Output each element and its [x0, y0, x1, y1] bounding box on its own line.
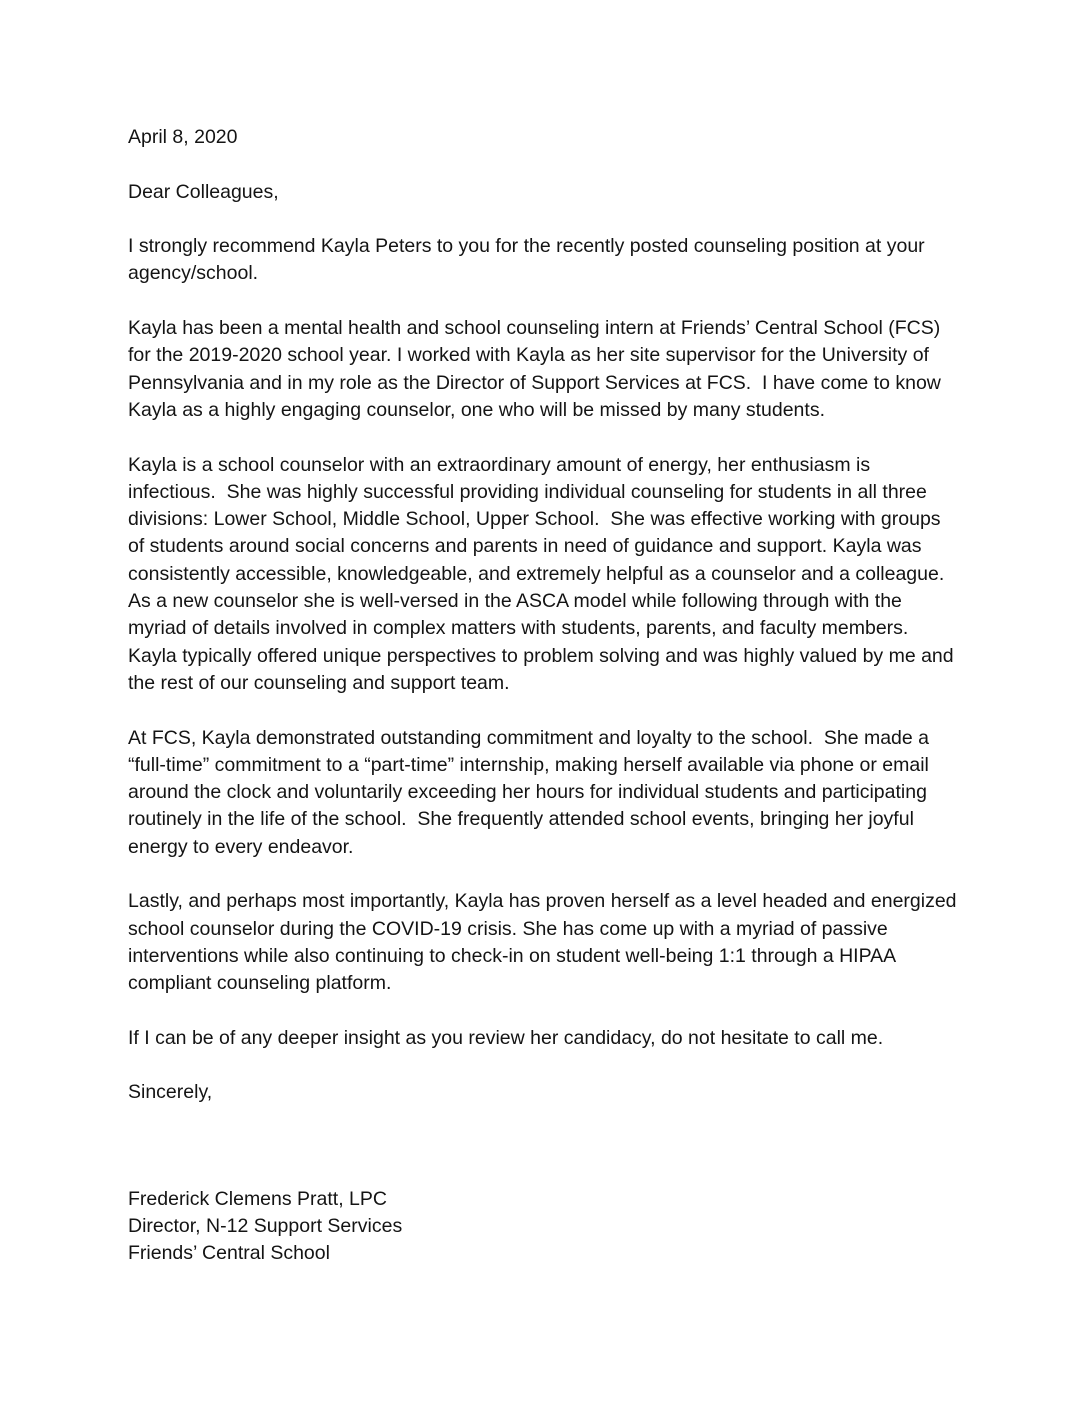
signature-title: Director, N-12 Support Services: [128, 1214, 403, 1237]
signature-name: Frederick Clemens Pratt, LPC: [128, 1187, 387, 1210]
letter-paragraph-background: Kayla has been a mental health and school counseling intern at Friends’ Central School (FCS) for the 2019-2020 school year. I worked with Kayla as her site supervisor for the University of Pennsylvania and in my role as the Director of Support Services at FCS. I have come to know Kayla as a highly engaging counselor, one who will be missed by many students.: [128, 317, 947, 421]
letter-paragraph-skills: Kayla is a school counselor with an extraordinary amount of energy, her enthusiasm is infectious. She was highly successful providing individual counseling for students in all three divisions: Lower School, Middle School, Upper School. She was effective working with groups of students around social concerns and parents in need of guidance and support. Kayla was consistently accessible, knowledgeable, and extremely helpful as a counselor and a colleague. As a new counselor she is well-versed in the ASCA model while following through with the myriad of details involved in complex matters with students, parents, and faculty members. Kayla typically offered unique perspectives to problem solving and was highly valued by me and the rest of our counseling and support team.: [128, 453, 960, 694]
letter-salutation: Dear Colleagues,: [128, 180, 279, 203]
letter-paragraph-commitment: At FCS, Kayla demonstrated outstanding commitment and loyalty to the school. She made a “full-time” commitment to a “part-time” internship, making herself available via phone or email around the clock and voluntarily exceeding her hours for individual students and participating routinely in the life of the school. She frequently attended school events, bringing her joyful energy to every endeavor.: [128, 726, 935, 858]
signature-organization: Friends’ Central School: [128, 1242, 330, 1265]
letter-paragraph-intro: I strongly recommend Kayla Peters to you for the recently posted counseling position at your agency/school.: [128, 235, 931, 285]
letter-closing: Sincerely,: [128, 1081, 213, 1104]
signature-block: [128, 1186, 960, 1268]
letter-paragraph-covid: Lastly, and perhaps most importantly, Kayla has proven herself as a level headed and energized school counselor during the COVID-19 crisis. She has come up with a myriad of passive interventions while also continuing to check-in on student well-being 1:1 through a HIPAA compliant counseling platform.: [128, 890, 962, 995]
letter-paragraph-contact: If I can be of any deeper insight as you review her candidacy, do not hesitate to call me.: [128, 1026, 884, 1049]
letter-date: April 8, 2020: [128, 126, 238, 148]
